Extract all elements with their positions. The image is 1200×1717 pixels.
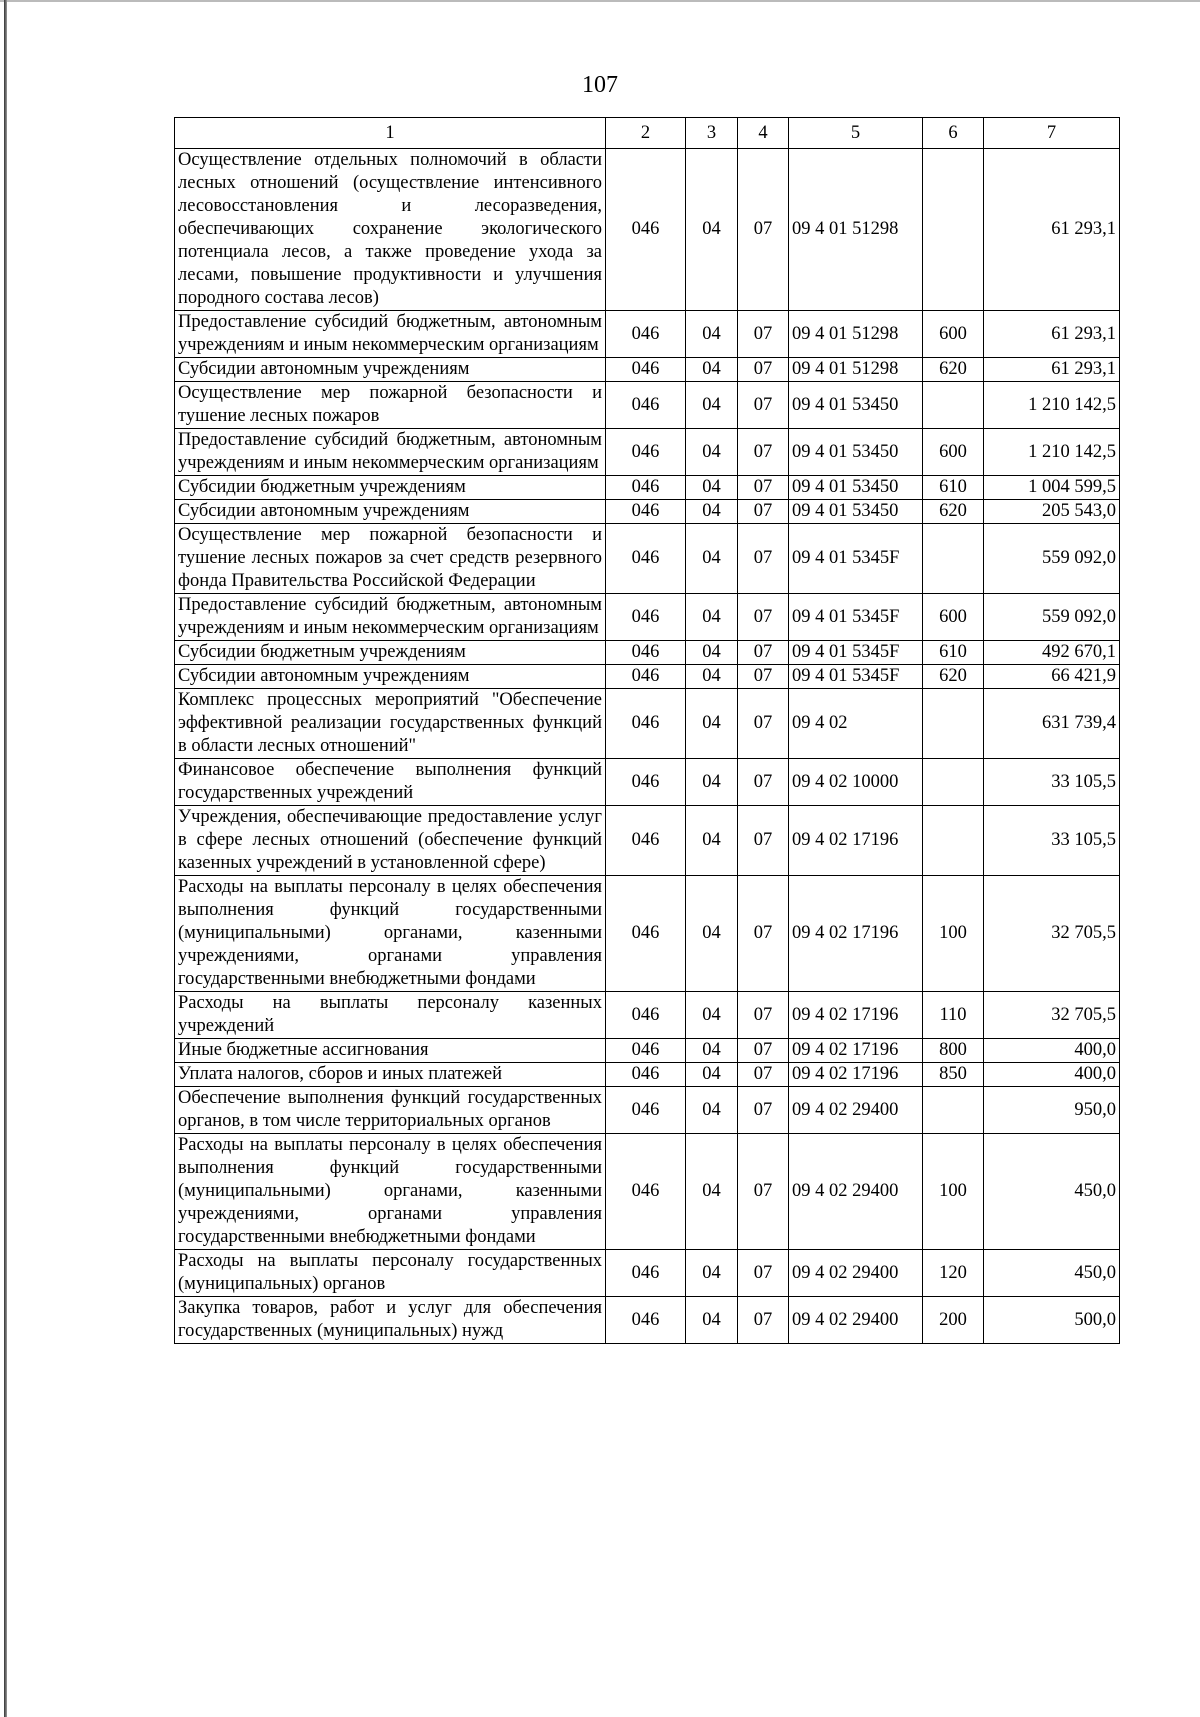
table-row (175, 1297, 1120, 1344)
row-amount: 32 705,5 (984, 992, 1120, 1039)
row-section: 04 (686, 1297, 738, 1344)
row-expense-type (923, 382, 984, 429)
row-subsection: 07 (738, 524, 789, 594)
table-row (175, 311, 1120, 358)
row-amount: 450,0 (984, 1134, 1120, 1250)
row-ministry: 046 (606, 382, 686, 429)
row-amount: 400,0 (984, 1039, 1120, 1063)
row-section: 04 (686, 806, 738, 876)
row-ministry: 046 (606, 311, 686, 358)
row-name: Осуществление мер пожарной безопасности и тушение лесных пожаров (175, 382, 606, 429)
row-subsection: 07 (738, 1039, 789, 1063)
row-expense-type: 610 (923, 641, 984, 665)
row-name: Расходы на выплаты персоналу в целях обеспечения выполнения функций государственными (муниципальными) органами, казенными учреждениями, органами управления государственными внебюджетными фондами (175, 1134, 606, 1250)
table-row (175, 641, 1120, 665)
row-subsection: 07 (738, 1250, 789, 1297)
row-amount: 205 543,0 (984, 500, 1120, 524)
row-amount: 1 004 599,5 (984, 476, 1120, 500)
row-section: 04 (686, 1250, 738, 1297)
row-amount: 1 210 142,5 (984, 429, 1120, 476)
row-target-article: 09 4 02 17196 (789, 1063, 923, 1087)
header-col-4: 4 (738, 118, 789, 149)
row-section: 04 (686, 524, 738, 594)
table-row (175, 876, 1120, 992)
row-target-article: 09 4 02 29400 (789, 1134, 923, 1250)
row-target-article: 09 4 01 53450 (789, 382, 923, 429)
table-row (175, 594, 1120, 641)
row-target-article: 09 4 02 17196 (789, 876, 923, 992)
table-row (175, 1250, 1120, 1297)
row-ministry: 046 (606, 1297, 686, 1344)
row-ministry: 046 (606, 149, 686, 311)
row-expense-type (923, 1087, 984, 1134)
table-row (175, 1039, 1120, 1063)
row-subsection: 07 (738, 476, 789, 500)
row-subsection: 07 (738, 149, 789, 311)
row-name: Субсидии автономным учреждениям (175, 358, 606, 382)
row-name: Предоставление субсидий бюджетным, автономным учреждениям и иным некоммерческим организациям (175, 311, 606, 358)
row-section: 04 (686, 358, 738, 382)
table-row (175, 992, 1120, 1039)
row-expense-type: 620 (923, 665, 984, 689)
row-subsection: 07 (738, 759, 789, 806)
row-target-article: 09 4 02 17196 (789, 806, 923, 876)
table-row (175, 759, 1120, 806)
row-target-article: 09 4 02 (789, 689, 923, 759)
table-row (175, 429, 1120, 476)
row-target-article: 09 4 01 51298 (789, 149, 923, 311)
row-ministry: 046 (606, 759, 686, 806)
table-row (175, 806, 1120, 876)
row-section: 04 (686, 594, 738, 641)
row-expense-type: 120 (923, 1250, 984, 1297)
row-expense-type: 620 (923, 358, 984, 382)
row-amount: 950,0 (984, 1087, 1120, 1134)
row-section: 04 (686, 311, 738, 358)
row-target-article: 09 4 02 17196 (789, 1039, 923, 1063)
row-subsection: 07 (738, 1297, 789, 1344)
row-subsection: 07 (738, 1063, 789, 1087)
row-name: Субсидии автономным учреждениям (175, 500, 606, 524)
row-expense-type: 200 (923, 1297, 984, 1344)
row-name: Расходы на выплаты персоналу государственных (муниципальных) органов (175, 1250, 606, 1297)
row-ministry: 046 (606, 476, 686, 500)
row-ministry: 046 (606, 1250, 686, 1297)
row-section: 04 (686, 1039, 738, 1063)
row-target-article: 09 4 02 10000 (789, 759, 923, 806)
row-name: Предоставление субсидий бюджетным, автономным учреждениям и иным некоммерческим организациям (175, 429, 606, 476)
row-section: 04 (686, 1063, 738, 1087)
row-amount: 1 210 142,5 (984, 382, 1120, 429)
header-row (175, 118, 1120, 149)
row-expense-type (923, 759, 984, 806)
row-subsection: 07 (738, 806, 789, 876)
row-subsection: 07 (738, 382, 789, 429)
row-amount: 492 670,1 (984, 641, 1120, 665)
header-col-2: 2 (606, 118, 686, 149)
row-name: Субсидии автономным учреждениям (175, 665, 606, 689)
table-row (175, 500, 1120, 524)
row-section: 04 (686, 992, 738, 1039)
row-amount: 450,0 (984, 1250, 1120, 1297)
row-subsection: 07 (738, 665, 789, 689)
row-section: 04 (686, 759, 738, 806)
row-section: 04 (686, 476, 738, 500)
row-ministry: 046 (606, 524, 686, 594)
row-amount: 32 705,5 (984, 876, 1120, 992)
row-amount: 66 421,9 (984, 665, 1120, 689)
budget-table (174, 117, 1120, 1344)
table-row (175, 665, 1120, 689)
row-expense-type: 600 (923, 594, 984, 641)
row-section: 04 (686, 500, 738, 524)
row-subsection: 07 (738, 641, 789, 665)
row-name: Расходы на выплаты персоналу казенных учреждений (175, 992, 606, 1039)
row-section: 04 (686, 665, 738, 689)
row-section: 04 (686, 382, 738, 429)
row-subsection: 07 (738, 1087, 789, 1134)
row-subsection: 07 (738, 876, 789, 992)
table-row (175, 1134, 1120, 1250)
scan-top-edge (0, 0, 1200, 2)
row-ministry: 046 (606, 500, 686, 524)
row-expense-type: 850 (923, 1063, 984, 1087)
row-target-article: 09 4 01 51298 (789, 358, 923, 382)
row-amount: 61 293,1 (984, 358, 1120, 382)
row-amount: 559 092,0 (984, 524, 1120, 594)
scan-left-edge (4, 0, 7, 1717)
row-name: Осуществление отдельных полномочий в области лесных отношений (осуществление интенсивного лесовосстановления и лесоразведения, обеспечивающих сохранение экологического потенциала лесов, а также проведение ухода за лесами, повышение продуктивности и улучшения породного состава лесов) (175, 149, 606, 311)
row-ministry: 046 (606, 1134, 686, 1250)
row-target-article: 09 4 02 29400 (789, 1087, 923, 1134)
row-target-article: 09 4 02 29400 (789, 1250, 923, 1297)
table-row (175, 476, 1120, 500)
row-ministry: 046 (606, 689, 686, 759)
row-amount: 61 293,1 (984, 311, 1120, 358)
row-subsection: 07 (738, 358, 789, 382)
row-expense-type: 600 (923, 429, 984, 476)
row-expense-type (923, 524, 984, 594)
row-ministry: 046 (606, 992, 686, 1039)
header-col-5: 5 (789, 118, 923, 149)
row-amount: 61 293,1 (984, 149, 1120, 311)
row-expense-type: 100 (923, 1134, 984, 1250)
table-row (175, 358, 1120, 382)
row-name: Расходы на выплаты персоналу в целях обеспечения выполнения функций государственными (муниципальными) органами, казенными учреждениями, органами управления государственными внебюджетными фондами (175, 876, 606, 992)
row-ministry: 046 (606, 1087, 686, 1134)
header-col-3: 3 (686, 118, 738, 149)
row-target-article: 09 4 02 17196 (789, 992, 923, 1039)
row-target-article: 09 4 01 5345F (789, 594, 923, 641)
header-col-1: 1 (175, 118, 606, 149)
row-expense-type: 100 (923, 876, 984, 992)
row-target-article: 09 4 01 53450 (789, 476, 923, 500)
page-number: 107 (582, 72, 618, 98)
row-subsection: 07 (738, 689, 789, 759)
row-target-article: 09 4 01 5345F (789, 641, 923, 665)
table-row (175, 1063, 1120, 1087)
table-row (175, 689, 1120, 759)
row-target-article: 09 4 01 5345F (789, 665, 923, 689)
row-ministry: 046 (606, 806, 686, 876)
row-ministry: 046 (606, 594, 686, 641)
row-name: Обеспечение выполнения функций государственных органов, в том числе территориальных органов (175, 1087, 606, 1134)
row-name: Иные бюджетные ассигнования (175, 1039, 606, 1063)
row-ministry: 046 (606, 358, 686, 382)
row-expense-type: 610 (923, 476, 984, 500)
row-expense-type (923, 689, 984, 759)
row-ministry: 046 (606, 1039, 686, 1063)
row-name: Осуществление мер пожарной безопасности и тушение лесных пожаров за счет средств резервного фонда Правительства Российской Федерации (175, 524, 606, 594)
table-row (175, 382, 1120, 429)
row-subsection: 07 (738, 1134, 789, 1250)
header-col-7: 7 (984, 118, 1120, 149)
row-amount: 33 105,5 (984, 759, 1120, 806)
row-target-article: 09 4 01 51298 (789, 311, 923, 358)
row-name: Уплата налогов, сборов и иных платежей (175, 1063, 606, 1087)
row-subsection: 07 (738, 992, 789, 1039)
row-ministry: 046 (606, 665, 686, 689)
table-row (175, 524, 1120, 594)
row-expense-type: 620 (923, 500, 984, 524)
row-section: 04 (686, 1134, 738, 1250)
table-row (175, 149, 1120, 311)
row-subsection: 07 (738, 500, 789, 524)
row-target-article: 09 4 02 29400 (789, 1297, 923, 1344)
row-expense-type: 110 (923, 992, 984, 1039)
row-section: 04 (686, 149, 738, 311)
row-target-article: 09 4 01 53450 (789, 500, 923, 524)
row-ministry: 046 (606, 429, 686, 476)
row-amount: 559 092,0 (984, 594, 1120, 641)
row-amount: 631 739,4 (984, 689, 1120, 759)
row-target-article: 09 4 01 53450 (789, 429, 923, 476)
row-name: Учреждения, обеспечивающие предоставление услуг в сфере лесных отношений (обеспечение функций казенных учреждений в установленной сфере) (175, 806, 606, 876)
row-ministry: 046 (606, 641, 686, 665)
row-name: Субсидии бюджетным учреждениям (175, 476, 606, 500)
row-name: Финансовое обеспечение выполнения функций государственных учреждений (175, 759, 606, 806)
row-section: 04 (686, 876, 738, 992)
row-ministry: 046 (606, 876, 686, 992)
table-row (175, 1087, 1120, 1134)
row-name: Субсидии бюджетным учреждениям (175, 641, 606, 665)
header-col-6: 6 (923, 118, 984, 149)
row-section: 04 (686, 689, 738, 759)
row-target-article: 09 4 01 5345F (789, 524, 923, 594)
row-expense-type (923, 806, 984, 876)
row-expense-type: 600 (923, 311, 984, 358)
row-expense-type (923, 149, 984, 311)
row-subsection: 07 (738, 311, 789, 358)
row-section: 04 (686, 1087, 738, 1134)
row-ministry: 046 (606, 1063, 686, 1087)
row-amount: 33 105,5 (984, 806, 1120, 876)
row-name: Закупка товаров, работ и услуг для обеспечения государственных (муниципальных) нужд (175, 1297, 606, 1344)
row-amount: 500,0 (984, 1297, 1120, 1344)
row-amount: 400,0 (984, 1063, 1120, 1087)
row-subsection: 07 (738, 429, 789, 476)
row-expense-type: 800 (923, 1039, 984, 1063)
row-name: Предоставление субсидий бюджетным, автономным учреждениям и иным некоммерческим организациям (175, 594, 606, 641)
row-section: 04 (686, 429, 738, 476)
row-name: Комплекс процессных мероприятий "Обеспечение эффективной реализации государственных функций в области лесных отношений" (175, 689, 606, 759)
row-section: 04 (686, 641, 738, 665)
row-subsection: 07 (738, 594, 789, 641)
